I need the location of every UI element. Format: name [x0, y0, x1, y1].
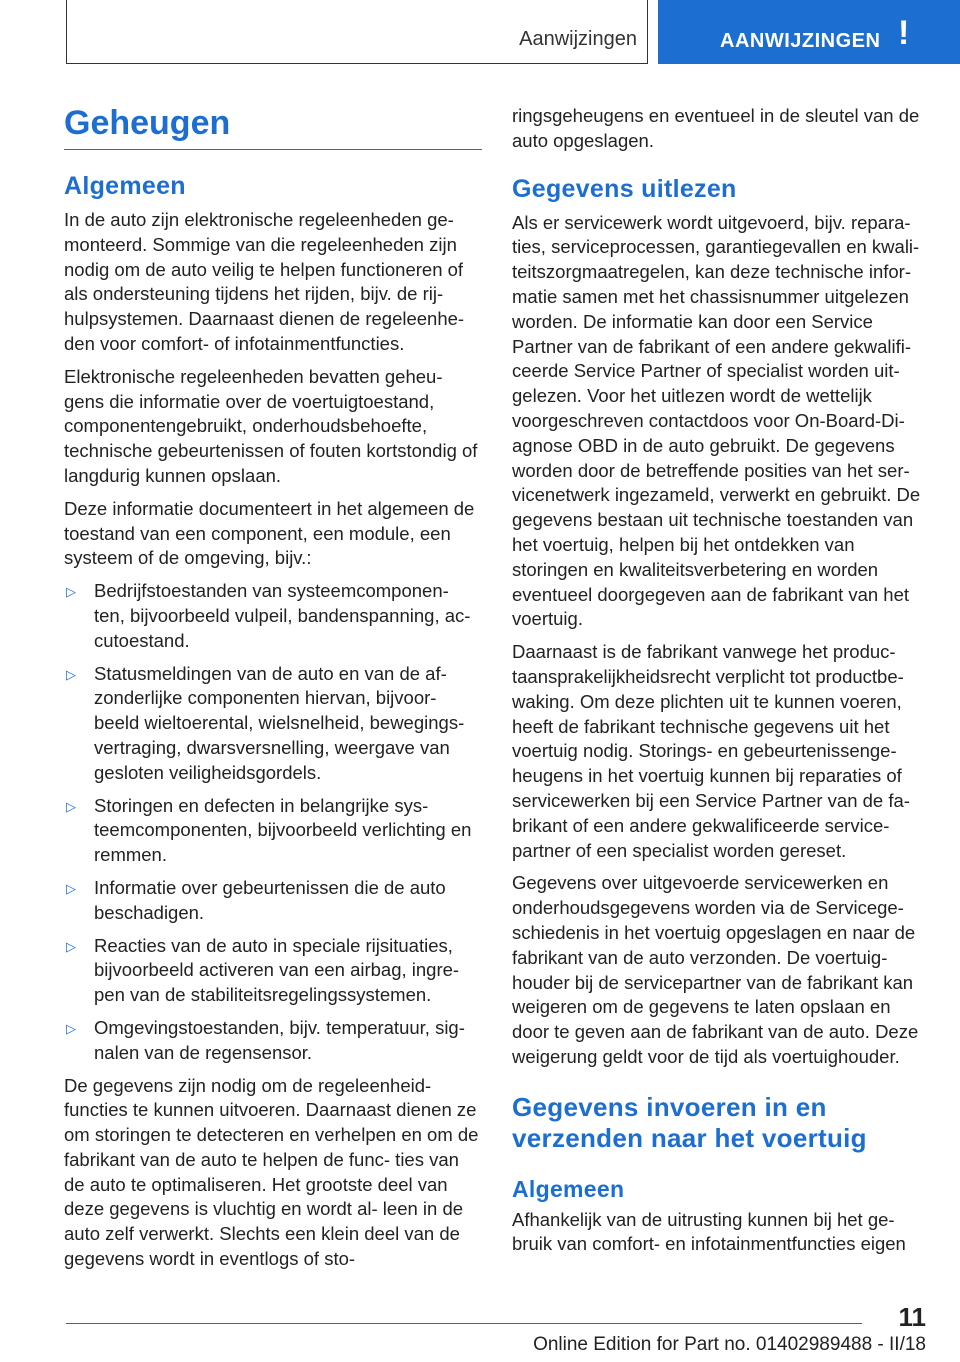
page-number: 11 [898, 1302, 926, 1332]
list-item: ▷ Informatie over gebeurtenissen die de auto beschadigen. [66, 876, 446, 923]
section-heading-invoeren: Gegevens invoeren in en verzenden naar het voertuig [512, 1091, 867, 1153]
section-heading-uitlezen: Gegevens uitlezen [512, 174, 737, 203]
title-rule [64, 149, 482, 150]
paragraph: Als er servicewerk wordt uitgevoerd, bijv. repara- ties, serviceprocessen, garantiegevallen en kwali- teitszorgmaatregelen, kan deze technische infor- matie samen met het chassisnummer uitgelezen worden. De informatie kan door een Service Partner van de fabrikant of een andere gekwalifi- ceerde Service Partner of specialist worden uit- gelezen. Voor het uitlezen wordt de wettelijk voorgeschreven contactdoos voor On-Board-Di- agnose OBD in de auto gebruikt. De gegevens worden door de betreffende posities van het ser- vicenetwerk ingezameld, verwerkt en gebruikt. De gegevens bestaan uit technische toestanden van het voertuig, helpen bij het ontdekken van storingen en kwaliteitsverbetering en worden eventueel doorgegeven aan de fabrikant van het voertuig. [512, 211, 921, 630]
header-chapter-band [658, 0, 960, 64]
paragraph: In de auto zijn elektronische regeleenheden ge- monteerd. Sommige van die regeleenheden zijn nodig om de auto veilig te helpen functioneren of als ondersteuning tijdens het rijden, bijv. de rij- hulpsystemen. Daarnaast dienen de regeleenhe- den voor comfort- of infotainmentfuncties. [64, 209, 465, 354]
triangle-bullet-icon: ▷ [66, 666, 76, 682]
footer-edition: Online Edition for Part no. 01402989488 - II/18 [533, 1334, 926, 1355]
triangle-bullet-icon: ▷ [66, 938, 76, 954]
triangle-bullet-icon: ▷ [66, 798, 76, 814]
list-item: ▷ Reacties van de auto in speciale rijsituaties, bijvoorbeeld activeren van een airbag, ingre- pen van de stabiliteitsregelingssystemen. [66, 934, 460, 1006]
list-item: ▷ Statusmeldingen van de auto en van de af- zonderlijke componenten hiervan, bijvoor- beeld wieltoerental, wielsnelheid, bewegings- vertraging, dwarsversnelling, weergave van gesloten veiligheidsgordels. [66, 662, 465, 783]
page-title: Geheugen [64, 104, 231, 142]
paragraph: Daarnaast is de fabrikant vanwege het produc- taansprakelijkheidsrecht verplicht tot productbe- waking. Om deze plichten uit te kunnen voeren, heeft de fabrikant technische gegevens uit het voertuig nodig. Storings- en gebeurtenissenge- heugens in het voertuig kunnen bij reparaties of servicewerken bij een Service Partner van de fa- brikant of een andere gekwalificeerde service- partner of een specialist worden gereset. [512, 641, 910, 861]
triangle-bullet-icon: ▷ [66, 1020, 76, 1036]
paragraph: De gegevens zijn nodig om de regeleenheid- functies te kunnen uitvoeren. Daarnaast dienen ze om storingen te detecteren en verhelpen en om de fabrikant van de auto te helpen de func- ties van de auto te optimaliseren. Het grootste deel van deze gegevens is vluchtig en wordt al- leen in de auto zelf verwerkt. Slechts een klein deel van de gegevens wordt in eventlogs of sto- [64, 1074, 479, 1270]
triangle-bullet-icon: ▷ [66, 584, 76, 600]
list-item: ▷ Bedrijfstoestanden van systeemcomponen- ten, bijvoorbeeld vulpeil, bandenspanning, ac- cutoestand. [66, 580, 471, 651]
right-flow [512, 104, 928, 1265]
list-item: ▷ Omgevingstoestanden, bijv. temperatuur, sig- nalen van de regensensor. [66, 1016, 465, 1063]
footer-rule [66, 1323, 862, 1324]
paragraph: ringsgeheugens en eventueel in de sleutel van de auto opgeslagen. [512, 105, 920, 151]
left-flow [64, 171, 482, 1280]
paragraph: Gegevens over uitgevoerde servicewerken en onderhoudsgegevens worden via de Servicege- schiedenis in het voertuig opgeslagen en naar de fabrikant van de auto verzonden. De voertuig- houder bij de servicepartner van de fabrikant kan weigeren om de gegevens te laten opslaan en door te geven aan de fabrikant van de auto. Deze weigerung geldt voor de tijd als voertuighouder. [512, 872, 919, 1067]
triangle-bullet-icon: ▷ [66, 880, 76, 896]
header-chapter-label: AANWIJZINGEN [720, 30, 881, 52]
subsection-heading-algemeen: Algemeen [512, 1175, 625, 1202]
exclamation-icon: ! [898, 14, 910, 52]
list-item: ▷ Storingen en defecten in belangrijke sys- teemcomponenten, bijvoorbeeld verlichting en remmen. [66, 794, 472, 866]
header-section-box [66, 0, 648, 64]
section-heading-algemeen: Algemeen [64, 172, 186, 200]
paragraph: Deze informatie documenteert in het algemeen de toestand van een component, een module, een systeem of de omgeving, bijv.: [64, 497, 475, 569]
paragraph: Afhankelijk van de uitrusting kunnen bij het ge- bruik van comfort- en infotainmentfuncties eigen [512, 1208, 906, 1255]
bullet-list [64, 579, 482, 1065]
header-section-title: Aanwijzingen [519, 28, 637, 50]
paragraph: Elektronische regeleenheden bevatten geheu- gens die informatie over de voertuigtoestand, componentengebruikt, onderhoudsbehoefte, technische gebeurtenissen of fouten kortstondig of langdurig kunnen opslaan. [64, 365, 478, 486]
